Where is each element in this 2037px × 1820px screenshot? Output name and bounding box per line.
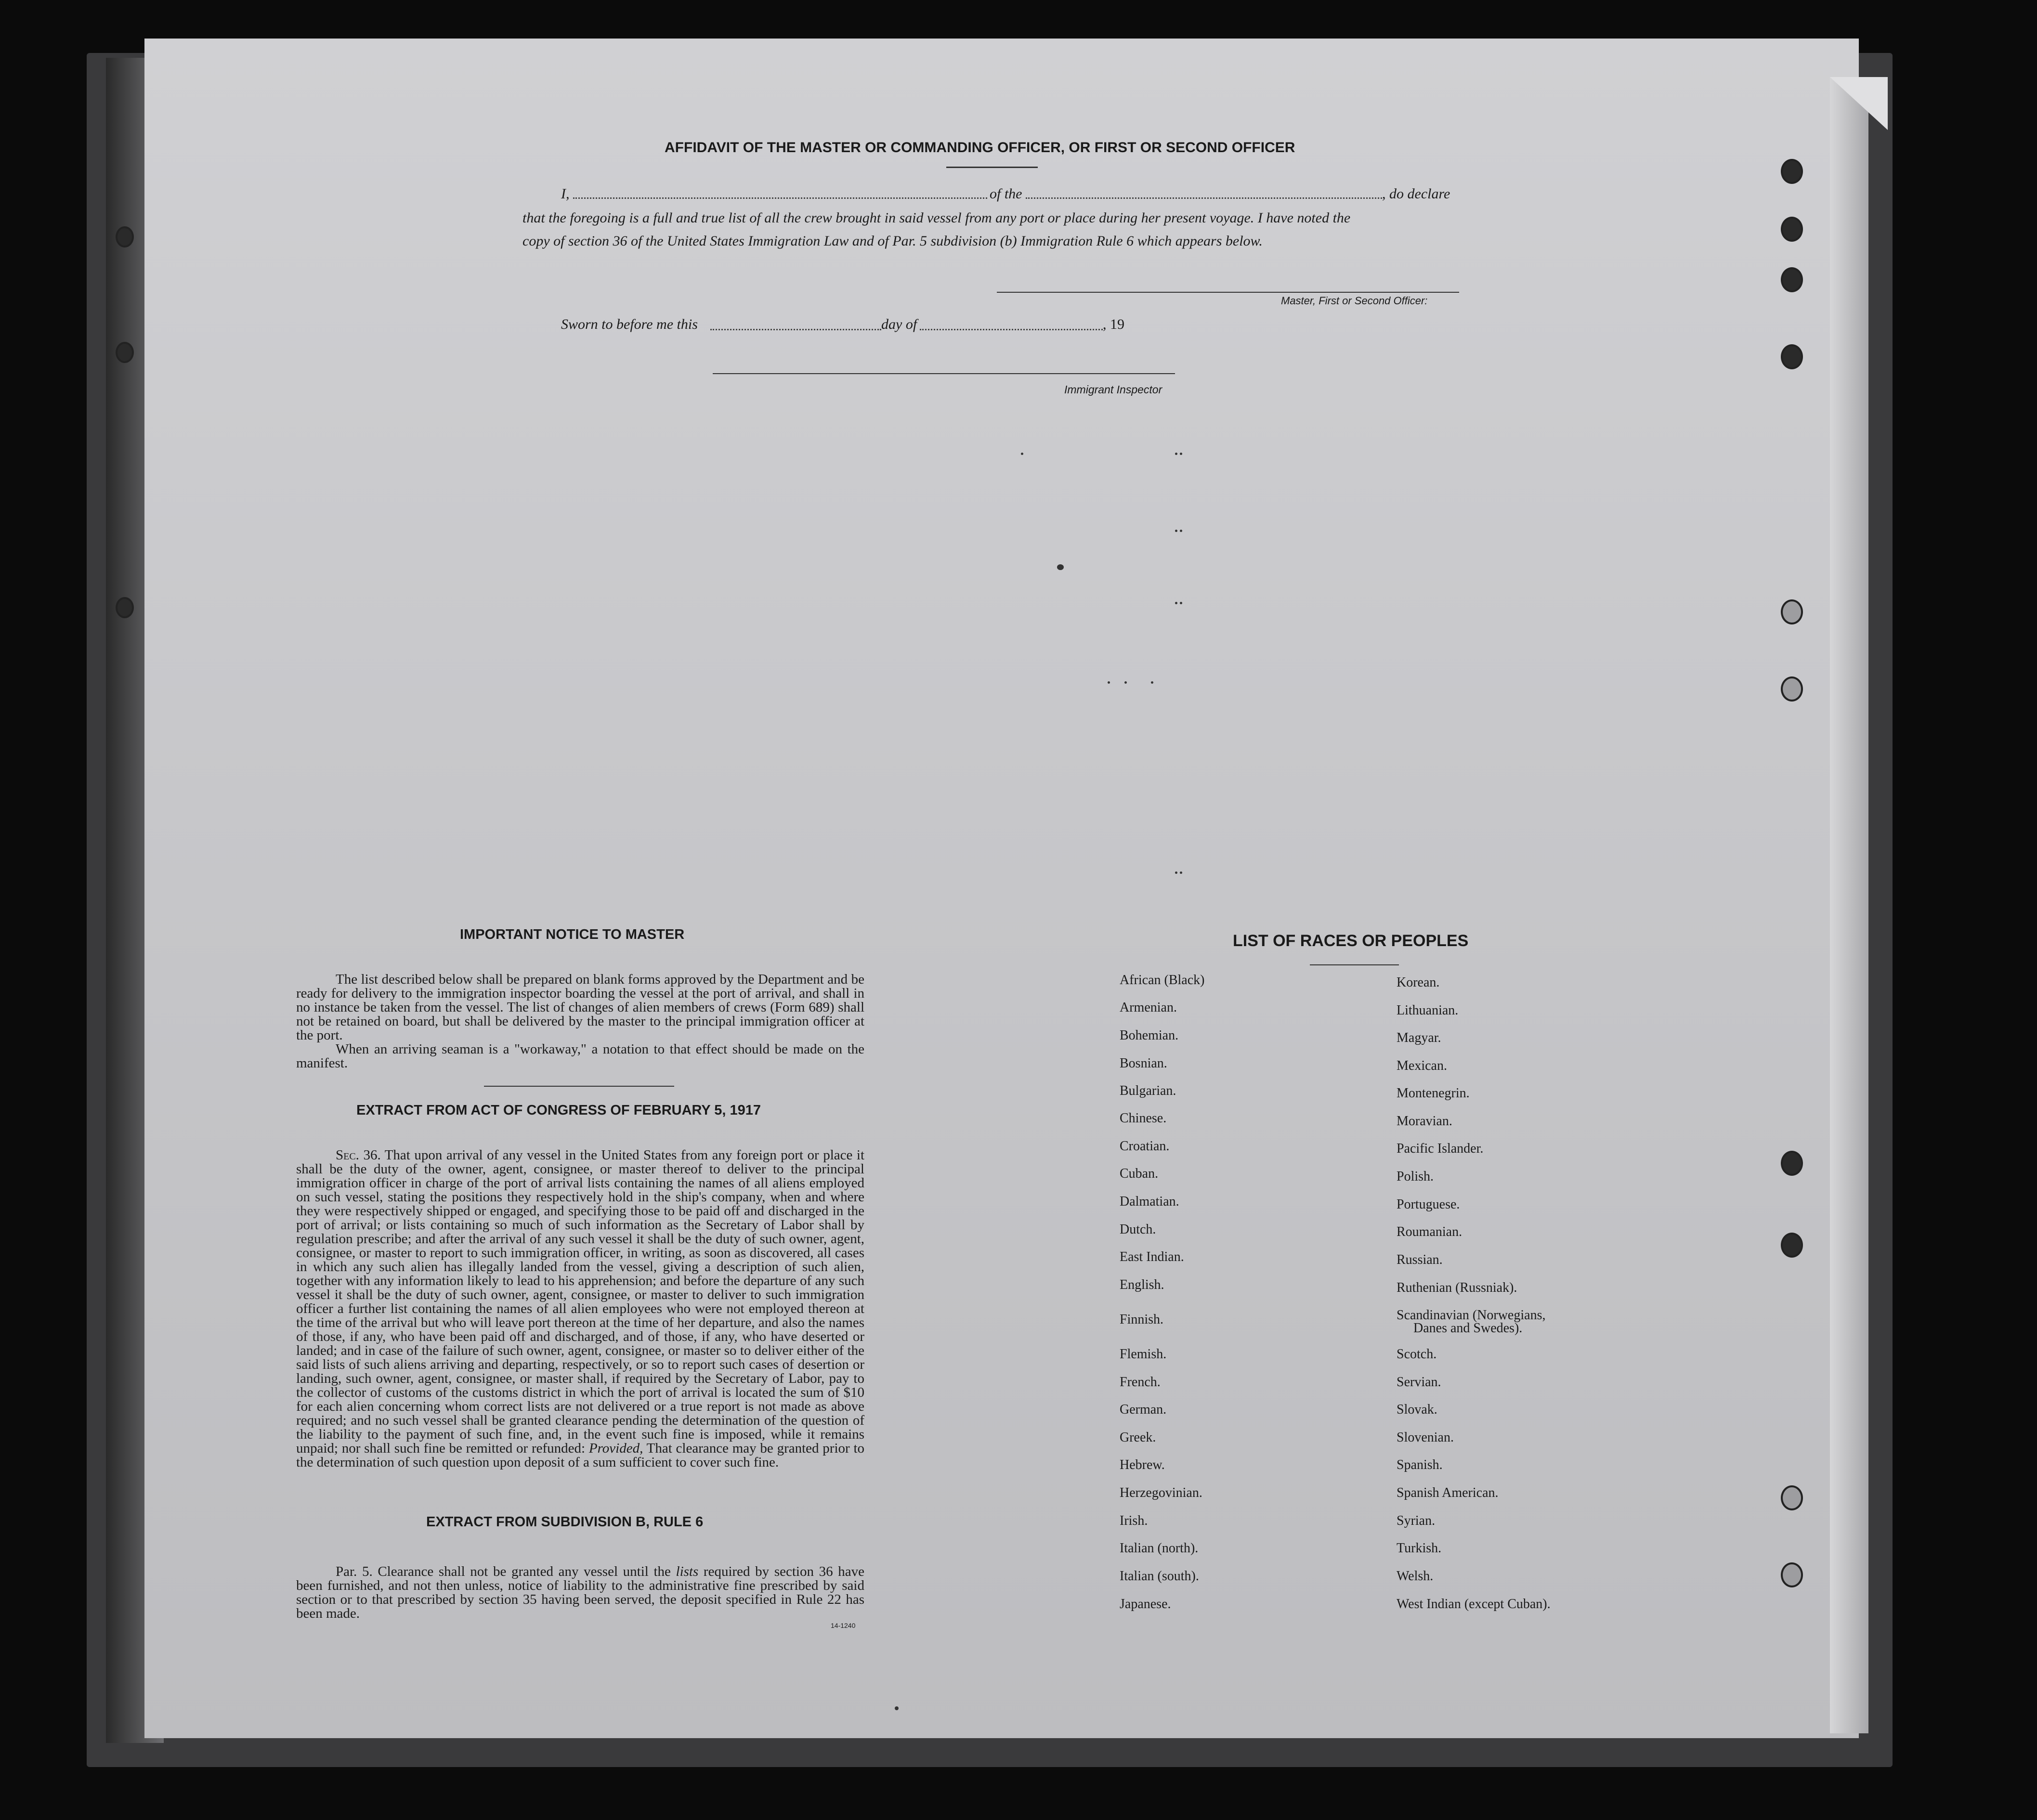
race-item: Pacific Islander. xyxy=(1397,1141,1484,1156)
race-item: African (Black) xyxy=(1120,973,1205,988)
race-item: Scotch. xyxy=(1397,1347,1437,1362)
rule-lists-word: lists xyxy=(676,1564,699,1579)
race-item: Roumanian. xyxy=(1397,1224,1462,1239)
day-of-label: day of xyxy=(881,316,917,332)
inspector-signature-line[interactable] xyxy=(713,373,1175,374)
race-item: Irish. xyxy=(1120,1513,1148,1528)
race-item: Turkish. xyxy=(1397,1541,1442,1556)
race-item: Moravian. xyxy=(1397,1114,1452,1129)
master-signature-label: Master, First or Second Officer: xyxy=(1281,295,1428,307)
binder-hole-icon xyxy=(116,226,134,247)
race-item: Herzegovinian. xyxy=(1120,1485,1202,1500)
race-item: Russian. xyxy=(1397,1252,1443,1267)
race-item: Dutch. xyxy=(1120,1222,1156,1237)
race-item: Croatian. xyxy=(1120,1139,1170,1154)
binder-hole-icon xyxy=(1781,676,1803,702)
rule-start: Par. 5. Clearance shall not be granted any vessel until the xyxy=(336,1564,671,1579)
binder-hole-icon xyxy=(1781,1485,1803,1510)
page-edge xyxy=(1830,77,1868,1733)
extract-act-body: That upon arrival of any vessel in the United States from any foreign port or place it shall be the duty of the owner, agent, consignee, or master thereof to deliver to the principal immigration officer in charge of the port of arrival lists containing the names of all aliens employed on such vessel, stating the positions they respectively hold in the ship's company, when and where they were respectively shipped or engaged, and specifying those to be paid off and discharged in the port of arrival; or lists containing so much of such information as the Secretary of Labor shall by regulation prescribe; and after the arrival of any such vessel it shall be the duty of such owner, agent, consignee, or master to report to such immigration officer, in writing, as soon as discovered, all cases in which any such alien has illegally landed from the vessel, giving a description of such alien, together with any information likely to lead to his apprehension; and before the departure of any such vessel it shall be the duty of such owner, agent, consignee, or master to deliver to such immigration officer a further list containing the names of all alien employees who were not employed thereon at the time of the arrival but who will leave port thereon at the time of her departure, and also the names of those, if any, who have been paid off and discharged, and of those, if any, who have deserted or landed; and in case of the failure of such owner, agent, consignee, or master so to deliver either of the said lists of such aliens arriving and departing, respectively, or so to report such cases of desertion or landing, such owner, agent, consignee, or master shall, if required by the Secretary of Labor, pay to the collector of customs of the customs district in which the port of arrival is located the sum of $10 for each alien concerning whom correct lists are not delivered or a true report is not made as above required; and no such vessel shall be granted clearance pending the determination of the question of the liability to the payment of such fine, and, in the event such fine is imposed, while it remains unpaid; nor shall such fine be remitted or refunded: xyxy=(296,1147,864,1456)
race-item: Finnish. xyxy=(1120,1312,1164,1327)
race-item: Montenegrin. xyxy=(1397,1086,1470,1101)
race-item: Flemish. xyxy=(1120,1347,1167,1362)
race-item: Syrian. xyxy=(1397,1513,1436,1528)
race-item: Korean. xyxy=(1397,975,1440,990)
form-number: 14-1240 xyxy=(831,1622,856,1629)
extract-rule-title: EXTRACT FROM SUBDIVISION B, RULE 6 xyxy=(426,1514,704,1530)
binder-hole-icon xyxy=(1781,344,1803,369)
race-item: Slovenian. xyxy=(1397,1430,1454,1445)
race-item: Italian (south). xyxy=(1120,1569,1199,1584)
year-prefix: , 19 xyxy=(1103,316,1124,332)
race-item: East Indian. xyxy=(1120,1249,1184,1264)
race-item: Hebrew. xyxy=(1120,1457,1165,1472)
binder-hole-icon xyxy=(1781,1562,1803,1587)
race-item: Bohemian. xyxy=(1120,1028,1179,1043)
race-item: Welsh. xyxy=(1397,1569,1434,1584)
binder-hole-icon xyxy=(1781,599,1803,624)
title-underline xyxy=(946,167,1038,168)
race-item: Servian. xyxy=(1397,1375,1441,1390)
vessel-name-field[interactable] xyxy=(1026,197,1382,199)
binder-hole-icon xyxy=(1781,159,1803,184)
master-name-field[interactable] xyxy=(573,197,987,199)
notice-title: IMPORTANT NOTICE TO MASTER xyxy=(460,927,685,942)
race-item: Scandinavian (Norwegians, xyxy=(1397,1308,1546,1323)
race-item-continuation: Danes and Swedes). xyxy=(1413,1321,1523,1336)
race-item: Italian (north). xyxy=(1120,1541,1199,1556)
race-item: French. xyxy=(1120,1375,1161,1390)
binder-hole-icon xyxy=(1781,267,1803,292)
sworn-month-field[interactable] xyxy=(920,329,1103,330)
race-item: English. xyxy=(1120,1277,1164,1292)
race-item: Bosnian. xyxy=(1120,1056,1167,1071)
binder-hole-icon xyxy=(116,597,134,618)
race-item: Polish. xyxy=(1397,1169,1434,1184)
inspector-label: Immigrant Inspector xyxy=(1064,383,1162,396)
affidavit-i-label: I, xyxy=(561,186,570,202)
section-divider xyxy=(484,1086,674,1087)
affidavit-line-3: copy of section 36 of the United States Immigration Law and of Par. 5 subdivision (b) Immigration Rule 6 which appears below. xyxy=(522,233,1263,249)
race-item: Slovak. xyxy=(1397,1402,1437,1417)
binder-hole-icon xyxy=(1781,1233,1803,1258)
race-item: Spanish. xyxy=(1397,1457,1443,1472)
race-item: Mexican. xyxy=(1397,1058,1447,1073)
binder-hole-icon xyxy=(1781,217,1803,242)
race-item: German. xyxy=(1120,1402,1167,1417)
extract-act-text xyxy=(296,1148,864,1469)
race-item: Armenian. xyxy=(1120,1000,1177,1015)
race-item: Ruthenian (Russniak). xyxy=(1397,1280,1517,1295)
affidavit-of-label: of the xyxy=(990,186,1022,202)
race-item: Chinese. xyxy=(1120,1111,1167,1126)
binder-hole-icon xyxy=(1781,1151,1803,1176)
race-item: Bulgarian. xyxy=(1120,1083,1176,1098)
race-item: Cuban. xyxy=(1120,1166,1159,1181)
race-item: Portuguese. xyxy=(1397,1197,1460,1212)
section-label: Sec. 36. xyxy=(336,1147,381,1163)
provided-word: Provided, xyxy=(588,1441,643,1456)
race-item: Magyar. xyxy=(1397,1030,1441,1045)
affidavit-title: AFFIDAVIT OF THE MASTER OR COMMANDING OFFICER, OR FIRST OR SECOND OFFICER xyxy=(665,140,1295,156)
race-item: Lithuanian. xyxy=(1397,1003,1459,1018)
race-item: Greek. xyxy=(1120,1430,1156,1445)
sworn-label: Sworn to before me this xyxy=(561,316,698,332)
affidavit-line-2: that the foregoing is a full and true list of all the crew brought in said vessel from any port or place during her present voyage. I have noted the xyxy=(522,210,1351,226)
notice-text xyxy=(296,973,864,1070)
race-item: Spanish American. xyxy=(1397,1485,1499,1500)
extract-act-end: That clearance may be granted prior to the determination of such question upon deposit of a sum sufficient to cover such fine. xyxy=(296,1441,864,1470)
races-title-underline xyxy=(1310,964,1399,965)
extract-act-title: EXTRACT FROM ACT OF CONGRESS OF FEBRUARY 5, 1917 xyxy=(356,1103,761,1118)
races-title: LIST OF RACES OR PEOPLES xyxy=(1233,932,1469,950)
notice-paragraph-2: When an arriving seaman is a "workaway," a notation to that effect should be made on the manifest. xyxy=(296,1041,864,1071)
race-item: Dalmatian. xyxy=(1120,1194,1179,1209)
document-page xyxy=(144,39,1859,1738)
rule-end: required by section 36 have been furnished, and not then unless, notice of liability to the administrative fine prescribed by said section or to that prescribed by section 35 having been served, the deposit specified in Rule 22 has been made. xyxy=(296,1564,864,1621)
notice-paragraph-1: The list described below shall be prepared on blank forms approved by the Department and be ready for delivery to the immigration inspector boarding the vessel at the port of arrival, and shall in no instance be taken from the vessel. The list of changes of alien members of crews (Form 689) shall not be retained on board, but shall be delivered by the master to the principal immigration officer at the port. xyxy=(296,972,864,1043)
sworn-day-field[interactable] xyxy=(710,329,881,330)
extract-rule-text xyxy=(296,1565,864,1621)
binder-hole-icon xyxy=(116,342,134,363)
race-item: West Indian (except Cuban). xyxy=(1397,1597,1551,1612)
master-signature-line[interactable] xyxy=(997,292,1459,293)
affidavit-declare-label: , do declare xyxy=(1382,186,1450,202)
race-item: Japanese. xyxy=(1120,1597,1171,1612)
